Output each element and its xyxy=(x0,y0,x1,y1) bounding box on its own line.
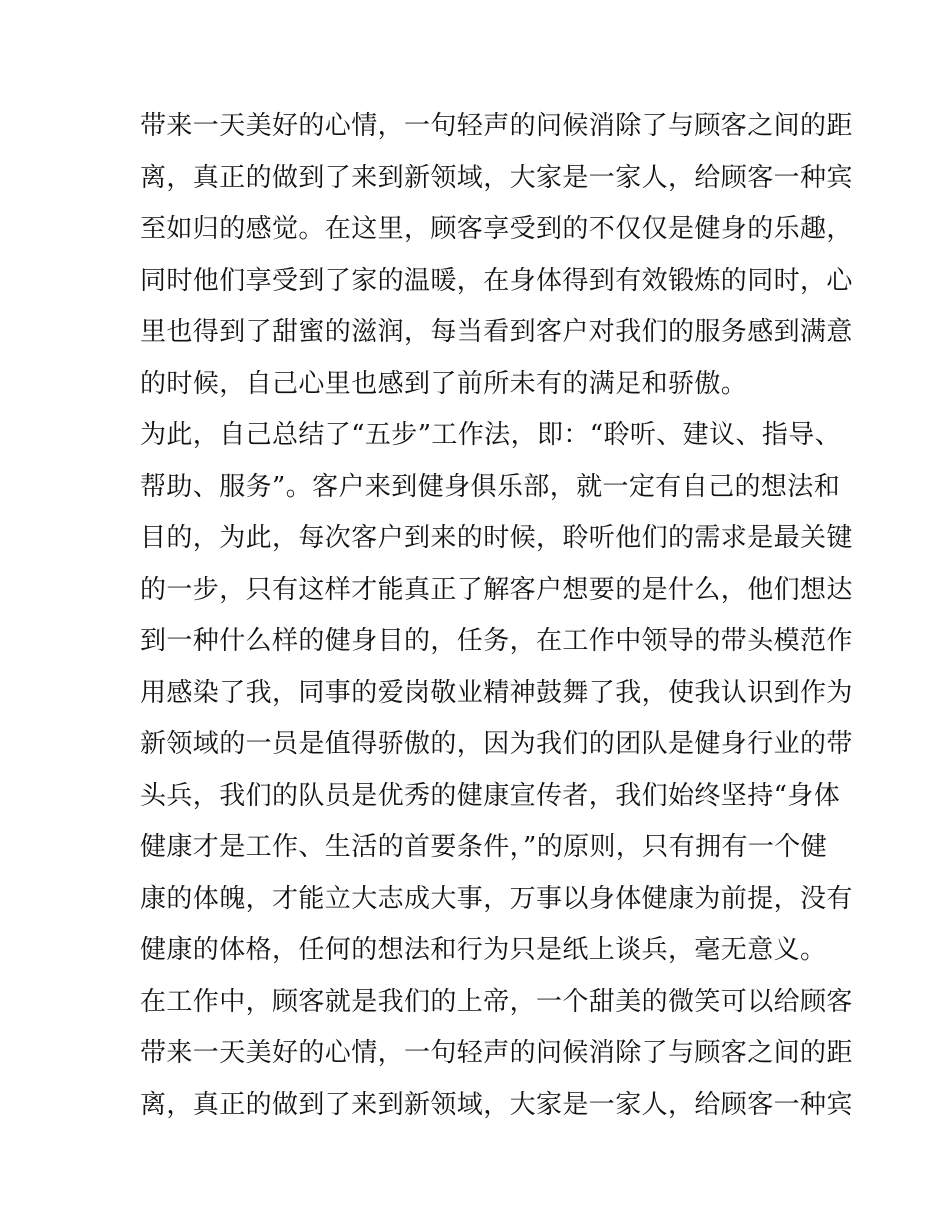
body-text xyxy=(140,101,853,1131)
text-line-16: 康的体魄，才能立大志成大事，万事以身体健康为前提，没有 xyxy=(140,883,853,914)
text-line-8: 帮助、服务”。客户来到健身俱乐部，就一定有自己的想法和 xyxy=(140,471,841,502)
text-line-4: 同时他们享受到了家的温暖，在身体得到有效锻炼的同时，心 xyxy=(140,265,853,296)
text-line-20: 离，真正的做到了来到新领域，大家是一家人，给顾客一种宾 xyxy=(140,1089,853,1120)
text-line-6: 的时候，自己心里也感到了前所未有的满足和骄傲。 xyxy=(140,368,748,399)
text-line-11: 到一种什么样的健身目的，任务，在工作中领导的带头模范作 xyxy=(140,626,853,656)
text-line-7: 为此，自己总结了“五步”工作法，即：“聆听、建议、指导、 xyxy=(140,420,842,450)
text-line-3: 至如归的感觉。在这里，顾客享受到的不仅仅是健身的乐趣， xyxy=(140,214,853,244)
text-line-1: 带来一天美好的心情，一句轻声的问候消除了与顾客之间的距 xyxy=(140,111,853,141)
text-line-5: 里也得到了甜蜜的滋润，每当看到客户对我们的服务感到满意 xyxy=(140,317,853,347)
text-line-9: 目的，为此，每次客户到来的时候，聆听他们的需求是最关键 xyxy=(140,523,853,553)
text-line-18: 在工作中，顾客就是我们的上帝，一个甜美的微笑可以给顾客 xyxy=(140,986,853,1017)
text-line-10: 的一步，只有这样才能真正了解客户想要的是什么，他们想达 xyxy=(140,574,853,605)
text-line-13: 新领域的一员是值得骄傲的，因为我们的团队是健身行业的带 xyxy=(140,729,853,759)
text-line-12: 用感染了我，同事的爱岗敬业精神鼓舞了我，使我认识到作为 xyxy=(140,677,853,708)
text-line-14: 头兵，我们的队员是优秀的健康宣传者，我们始终坚持“身体 xyxy=(140,780,841,811)
text-line-2: 离，真正的做到了来到新领域，大家是一家人，给顾客一种宾 xyxy=(140,162,853,193)
text-line-17: 健康的体格，任何的想法和行为只是纸上谈兵，毫无意义。 xyxy=(140,935,827,965)
text-line-15: 健康才是工作、生活的首要条件，”的原则，只有拥有一个健 xyxy=(140,832,828,862)
text-line-19: 带来一天美好的心情，一句轻声的问候消除了与顾客之间的距 xyxy=(140,1038,853,1068)
